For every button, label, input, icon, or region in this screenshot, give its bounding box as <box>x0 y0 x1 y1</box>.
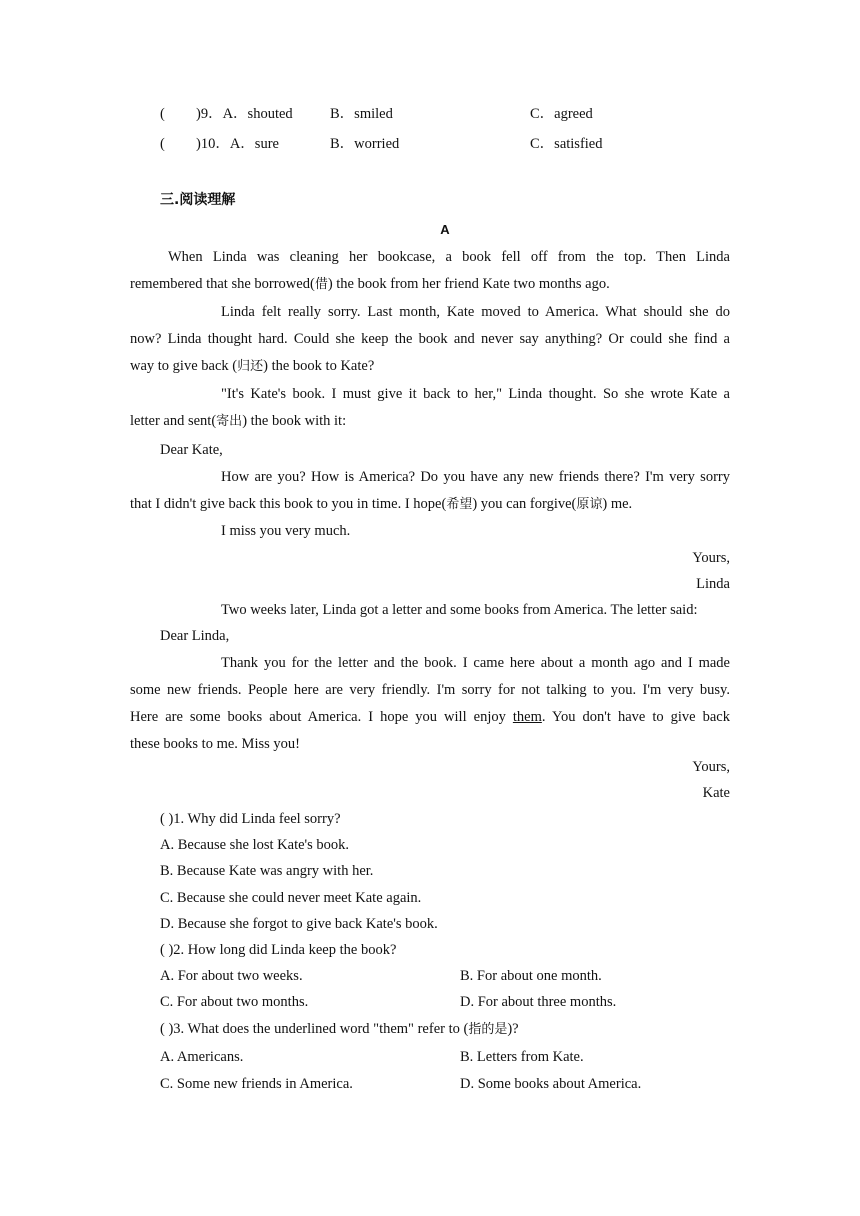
paragraph-line: now? Linda thought hard. Could she keep the book and never say anything? Or could she find a <box>130 331 730 347</box>
section-title: 三.阅读理解 <box>160 192 236 208</box>
cjk-gloss: 借 <box>314 277 328 292</box>
paragraph-line <box>130 491 730 518</box>
question-3-option-b: B. Letters from Kate. <box>460 1049 584 1065</box>
text-run: way to give back ( <box>130 358 238 374</box>
question-3-option-c: C. Some new friends in America. <box>160 1076 353 1092</box>
text-run: ) you can forgive( <box>472 496 577 512</box>
question-1-option-c: C. Because she could never meet Kate again. <box>160 890 422 906</box>
text-run: that I didn't give back this book to you in time. I hope( <box>130 496 447 512</box>
paragraph-2 <box>130 299 730 380</box>
underlined-word: them <box>512 709 542 725</box>
mc-option-a: )9．A．shouted <box>196 106 293 122</box>
question-3-option-d: D. Some books about America. <box>460 1076 642 1092</box>
text-run: remembered that she borrowed( <box>130 276 315 292</box>
question-2-option-a: A. For about two weeks. <box>160 968 303 984</box>
paragraph-line <box>130 271 730 298</box>
question-1-option-d: D. Because she forgot to give back Kate's book. <box>160 916 438 932</box>
text-run: . You don't have to give back <box>541 709 730 725</box>
letter-greeting: Dear Linda, <box>160 628 230 644</box>
question-2-option-c: C. For about two months. <box>160 994 309 1010</box>
text-run: )? <box>507 1021 519 1037</box>
mc-option-a: )10．A．sure <box>196 136 279 152</box>
text-run: letter and sent( <box>130 413 217 429</box>
question-2-option-d: D. For about three months. <box>460 994 617 1010</box>
text-run: ) the book from her friend Kate two months ago. <box>327 276 610 292</box>
mc-paren: ( <box>160 106 165 122</box>
cjk-gloss: 原谅 <box>576 497 603 512</box>
letter-2-body <box>130 650 730 758</box>
question-2-stem: ( )2. How long did Linda keep the book? <box>160 942 397 958</box>
letter-signature: Kate <box>702 785 730 801</box>
text-run: Here are some books about America. I hope you will enjoy <box>130 709 513 725</box>
text-run: ) the book to Kate? <box>263 358 375 374</box>
text-run: ) me. <box>602 496 633 512</box>
letter-1-body <box>130 464 730 545</box>
paragraph-line: Linda felt really sorry. Last month, Kate moved to America. What should she do <box>221 304 730 320</box>
letter-greeting: Dear Kate, <box>160 442 223 458</box>
paragraph-1 <box>130 244 730 298</box>
paragraph-line <box>130 408 730 435</box>
paragraph-line: "It's Kate's book. I must give it back to her," Linda thought. So she wrote Kate a <box>221 386 730 402</box>
text-run: ( )3. What does the underlined word "them" refer to ( <box>160 1021 469 1037</box>
mc-option-b: B．worried <box>330 136 400 152</box>
paragraph-3 <box>130 381 730 435</box>
paragraph-line: When Linda was cleaning her bookcase, a book fell off from the top. Then Linda <box>168 249 730 265</box>
question-3-option-a: A. Americans. <box>160 1049 244 1065</box>
paragraph-line: Thank you for the letter and the book. I came here about a month ago and I made <box>221 655 730 671</box>
letter-signature: Linda <box>696 576 730 592</box>
mc-option-c: C．agreed <box>530 106 593 122</box>
paragraph-line: some new friends. People here are very friendly. I'm sorry for not talking to you. I'm very busy. <box>130 682 730 698</box>
question-1-option-a: A. Because she lost Kate's book. <box>160 837 350 853</box>
mc-option-b: B．smiled <box>330 106 393 122</box>
question-3-stem <box>160 1021 519 1038</box>
cjk-gloss: 归还 <box>237 359 264 374</box>
question-2-option-b: B. For about one month. <box>460 968 602 984</box>
paragraph-line: these books to me. Miss you! <box>130 736 300 752</box>
cjk-gloss: 希望 <box>446 497 473 512</box>
paragraph-line <box>130 353 730 380</box>
cjk-gloss: 寄出 <box>216 414 243 429</box>
question-1-option-b: B. Because Kate was angry with her. <box>160 863 374 879</box>
paragraph-line: I miss you very much. <box>221 523 351 539</box>
question-1-stem: ( )1. Why did Linda feel sorry? <box>160 811 341 827</box>
paragraph-line <box>130 704 730 731</box>
letter-closing: Yours, <box>692 550 730 566</box>
letter-closing: Yours, <box>692 759 730 775</box>
mc-paren: ( <box>160 136 165 152</box>
mc-option-c: C．satisfied <box>530 136 603 152</box>
passage-label: A <box>440 222 450 237</box>
text-run: ) the book with it: <box>242 413 347 429</box>
paragraph-line: How are you? How is America? Do you have any new friends there? I'm very sorry <box>221 469 730 485</box>
paragraph-4: Two weeks later, Linda got a letter and some books from America. The letter said: <box>221 602 698 618</box>
cjk-gloss: 指的是 <box>468 1022 508 1037</box>
